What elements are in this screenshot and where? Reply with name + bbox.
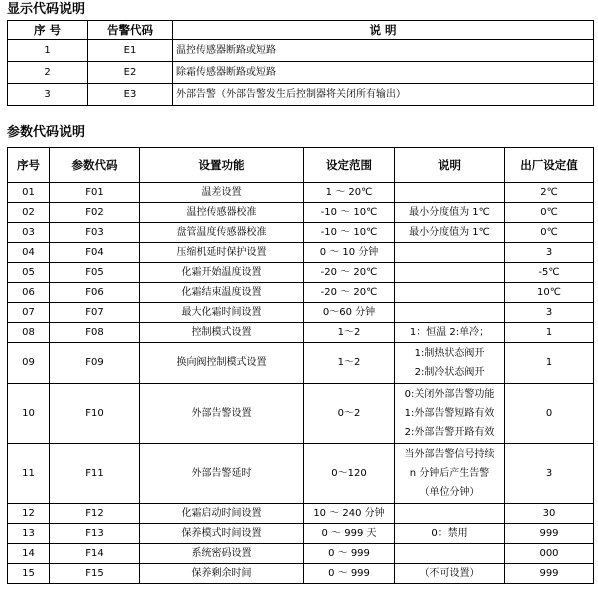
param-code: F06 [50, 283, 140, 303]
display-code-title: 显示代码说明 [7, 2, 86, 17]
note-line: （单位分钟） [419, 487, 480, 498]
row-no: 15 [8, 564, 50, 584]
alarm-code: E2 [88, 62, 173, 84]
setting-function: 外部告警延时 [140, 444, 304, 504]
display-code-table [7, 20, 594, 106]
note-cell [395, 524, 505, 544]
row-no: 02 [8, 203, 50, 223]
note-cell [395, 323, 505, 343]
param-code: F14 [50, 544, 140, 564]
factory-default: 999 [505, 524, 594, 544]
table-row [8, 283, 594, 303]
param-code: F01 [50, 183, 140, 203]
factory-default: 0℃ [505, 223, 594, 243]
row-no: 1 [8, 40, 88, 62]
note-cell [395, 283, 505, 303]
factory-default: 2℃ [505, 183, 594, 203]
table-row [8, 62, 594, 84]
note-line: 最小分度值为 1℃ [409, 207, 490, 218]
alarm-description: 温控传感器断路或短路 [173, 40, 594, 62]
setting-function: 温差设置 [140, 183, 304, 203]
setting-range: 10 ～ 240 分钟 [304, 504, 395, 524]
row-no: 06 [8, 283, 50, 303]
note-cell [395, 203, 505, 223]
table-row [8, 243, 594, 263]
setting-function: 化霜结束温度设置 [140, 283, 304, 303]
table-row [8, 40, 594, 62]
factory-default: 3 [505, 243, 594, 263]
setting-function: 换向阀控制模式设置 [140, 343, 304, 384]
setting-range: -10 ～ 10℃ [304, 223, 395, 243]
row-no: 14 [8, 544, 50, 564]
row-no: 03 [8, 223, 50, 243]
setting-function: 化霜开始温度设置 [140, 263, 304, 283]
param-code-title: 参数代码说明 [7, 125, 86, 140]
row-no: 04 [8, 243, 50, 263]
col-header-description: 说 明 [173, 21, 594, 40]
note-line: 1:制热状态阀开 [414, 348, 485, 359]
alarm-code: E1 [88, 40, 173, 62]
note-line: 2:制冷状态阀开 [414, 367, 485, 378]
table-row [8, 203, 594, 223]
setting-function: 控制模式设置 [140, 323, 304, 343]
note-cell [395, 544, 505, 564]
col-header-param-code: 参数代码 [50, 148, 140, 183]
setting-range: 1～2 [304, 343, 395, 384]
table-row [8, 263, 594, 283]
col-header-note: 说明 [395, 148, 505, 183]
setting-range: 0 ～ 999 [304, 564, 395, 584]
row-no: 10 [8, 384, 50, 444]
setting-range: 0～120 [304, 444, 395, 504]
note-line: n 分钟后产生告警 [409, 468, 490, 479]
param-code: F13 [50, 524, 140, 544]
setting-range: 0 ～ 999 [304, 544, 395, 564]
factory-default: -5℃ [505, 263, 594, 283]
table-row [8, 323, 594, 343]
note-cell [395, 223, 505, 243]
factory-default: 3 [505, 303, 594, 323]
col-header-alarm-code: 告警代码 [88, 21, 173, 40]
factory-default: 10℃ [505, 283, 594, 303]
param-code: F05 [50, 263, 140, 283]
table-header-row [8, 148, 594, 183]
row-no: 09 [8, 343, 50, 384]
factory-default: 1 [505, 343, 594, 384]
col-header-default: 出厂设定值 [505, 148, 594, 183]
setting-range: 0 ～ 10 分钟 [304, 243, 395, 263]
note-line: 最小分度值为 1℃ [409, 227, 490, 238]
factory-default: 3 [505, 444, 594, 504]
setting-range: 0～2 [304, 384, 395, 444]
setting-function: 盘管温度传感器校准 [140, 223, 304, 243]
setting-range: 0 ～ 999 天 [304, 524, 395, 544]
param-code: F08 [50, 323, 140, 343]
param-code: F02 [50, 203, 140, 223]
row-no: 13 [8, 524, 50, 544]
setting-function: 系统密码设置 [140, 544, 304, 564]
factory-default: 0 [505, 384, 594, 444]
col-header-range: 设定范围 [304, 148, 395, 183]
note-cell [395, 384, 505, 444]
row-no: 07 [8, 303, 50, 323]
note-line: 当外部告警信号持续 [404, 449, 495, 460]
setting-function: 保养剩余时间 [140, 564, 304, 584]
row-no: 08 [8, 323, 50, 343]
table-row [8, 504, 594, 524]
note-line: 1：恒温 2:单冷； [409, 327, 490, 338]
setting-function: 最大化霜时间设置 [140, 303, 304, 323]
note-cell [395, 504, 505, 524]
factory-default: 000 [505, 544, 594, 564]
setting-range: 1 ～ 20℃ [304, 183, 395, 203]
row-no: 3 [8, 84, 88, 106]
table-header-row [8, 21, 594, 40]
row-no: 2 [8, 62, 88, 84]
param-code: F07 [50, 303, 140, 323]
table-row [8, 183, 594, 203]
note-cell [395, 243, 505, 263]
param-code: F03 [50, 223, 140, 243]
setting-range: 1～2 [304, 323, 395, 343]
setting-function: 化霜启动时间设置 [140, 504, 304, 524]
table-row [8, 544, 594, 564]
setting-function: 温控传感器校准 [140, 203, 304, 223]
param-code: F10 [50, 384, 140, 444]
table-row [8, 444, 594, 504]
table-row [8, 303, 594, 323]
table-row [8, 84, 594, 106]
table-row [8, 343, 594, 384]
table-row [8, 524, 594, 544]
col-header-no: 序 号 [8, 21, 88, 40]
param-code: F11 [50, 444, 140, 504]
param-code-table [7, 147, 594, 584]
table-row [8, 384, 594, 444]
row-no: 11 [8, 444, 50, 504]
note-line: 2:外部告警开路有效 [404, 427, 495, 438]
note-cell [395, 263, 505, 283]
param-code: F15 [50, 564, 140, 584]
param-code: F09 [50, 343, 140, 384]
param-code: F12 [50, 504, 140, 524]
setting-range: 0～60 分钟 [304, 303, 395, 323]
setting-range: -20 ～ 20℃ [304, 283, 395, 303]
param-code: F04 [50, 243, 140, 263]
note-cell [395, 444, 505, 504]
setting-range: -20 ～ 20℃ [304, 263, 395, 283]
note-line: 0：禁用 [431, 528, 468, 539]
note-line: 1:外部告警短路有效 [404, 408, 495, 419]
col-header-no: 序号 [8, 148, 50, 183]
row-no: 12 [8, 504, 50, 524]
note-line: 0:关闭外部告警功能 [404, 389, 495, 400]
note-cell [395, 564, 505, 584]
note-cell [395, 303, 505, 323]
setting-range: -10 ～ 10℃ [304, 203, 395, 223]
row-no: 05 [8, 263, 50, 283]
alarm-description: 外部告警（外部告警发生后控制器将关闭所有输出） [173, 84, 594, 106]
setting-function: 压缩机延时保护设置 [140, 243, 304, 263]
alarm-code: E3 [88, 84, 173, 106]
row-no: 01 [8, 183, 50, 203]
factory-default: 999 [505, 564, 594, 584]
alarm-description: 除霜传感器断路或短路 [173, 62, 594, 84]
setting-function: 保养模式时间设置 [140, 524, 304, 544]
factory-default: 30 [505, 504, 594, 524]
note-cell [395, 183, 505, 203]
note-cell [395, 343, 505, 384]
col-header-function: 设置功能 [140, 148, 304, 183]
setting-function: 外部告警设置 [140, 384, 304, 444]
note-line: （不可设置） [419, 568, 480, 579]
table-row [8, 223, 594, 243]
factory-default: 0℃ [505, 203, 594, 223]
factory-default: 1 [505, 323, 594, 343]
table-row [8, 564, 594, 584]
